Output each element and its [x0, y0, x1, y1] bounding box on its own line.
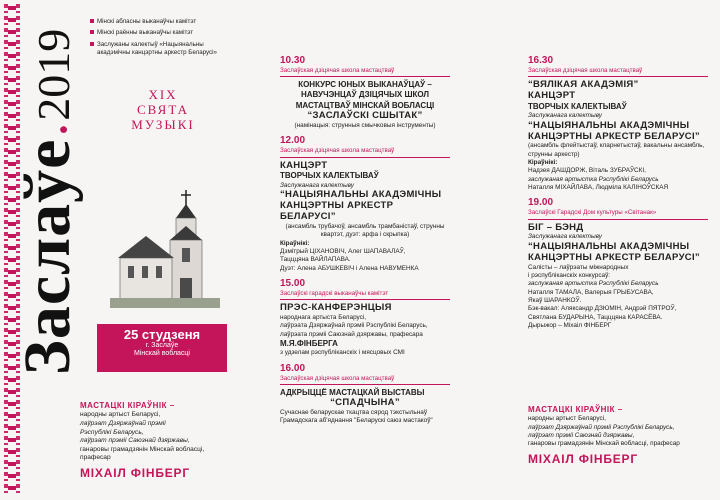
title-year: 2019	[28, 28, 79, 121]
event-venue: Заслаўскі Гарадскі Дом культуры «Світанак»	[528, 209, 708, 219]
date-box: 25 студзеня г. Заслаўе Мінскай вобласці	[97, 324, 227, 372]
event-time: 19.00	[528, 197, 554, 209]
bullet-square-icon	[90, 42, 94, 46]
event-time: 16.30	[528, 55, 554, 66]
director-name: МІХАІЛ ФІНБЕРГ	[528, 451, 638, 466]
director-name: МІХАІЛ ФІНБЕРГ	[80, 465, 190, 480]
title-word: Заслаўе	[11, 138, 84, 375]
director-block-right: МАСТАЦКІ КІРАЎНІК – народны артыст Беларусі, лаўрэат Дзяржаўнай прэміі Рэспублікі Беларусь, лаўрэат прэміі Саюзнай дзяржавы, ганаровы грамадзянін Мінскай вобласці, прафесар МІХАІЛ ФІНБЕРГ	[528, 405, 708, 467]
legend-item: Мінскі раённы выканаўчы камітэт	[90, 29, 220, 37]
event-venue: Заслаўская дзіцячая школа мастацтваў	[528, 67, 708, 77]
vertical-title	[10, 29, 86, 375]
event-time: 10.30	[280, 55, 306, 66]
legend-item: Заслужаны калектыў «Нацыянальны акадэмічны канцэртны аркестр Беларусі»	[90, 41, 220, 58]
bullet-square-icon	[90, 30, 94, 34]
event-venue: Заслаўская дзіцячая школа мастацтваў	[280, 375, 450, 385]
festival-title: XIX СВЯТА МУЗЫКІ	[131, 87, 195, 132]
event-time: 16.00	[280, 362, 306, 374]
event-date: 25 студзеня	[123, 327, 201, 342]
legend-item: Мінскі абласны выканаўчы камітэт	[90, 18, 220, 26]
director-block-left: МАСТАЦКІ КІРАЎНІК – народны артыст Беларусі, лаўрэат Дзяржаўнай прэміі Рэспублікі Беларусь, лаўрэат прэміі Саюзнай дзяржавы, ганаровы грамадзянін Мінскай вобласці, прафесар МІХАІЛ ФІНБЕРГ	[80, 401, 260, 481]
event-venue: Заслаўскі гарадскі выканаўчы камітэт	[280, 290, 450, 300]
schedule-column-right: 16.30 Заслаўская дзіцячая школа мастацтваў “ВЯЛІКАЯ АКАДЭМІЯ” КАНЦЭРТ ТВОРЧЫХ КАЛЕКТЫВАЎ Заслужанага калектыву “НАЦЫЯНАЛЬНЫ АКАДЭМІЧНЫ КАНЦЭРТНЫ АРКЕСТР БЕЛАРУСІ” (ансамбль флейтыстаў, кларнетыстаў, вакальны ансамбль, струнны аркестр) Кіраўнікі: Надзея ДАШДОРЖ, Віталь ЗУБРАЎСКІ, заслужаная артыстка Рэспублікі Беларусь Наталля МІХАЙЛАВА, Людміла КАЛІНОЎСКАЯ 19.00 Заслаўскі Гарадскі Дом культуры «Світанак» БІГ – БЭНД Заслужанага калектыву “НАЦЫЯНАЛЬНЫ АКАДЭМІЧНЫ КАНЦЭРТНЫ АРКЕСТР БЕЛАРУСІ” Салісты – лаўрэаты міжнародных і рэспубліканскіх конкурсаў: заслужаная артыстка Рэспублікі Беларусь Наталля ТАМАЛА, Валерыя ГРЫБУСАВА, Якаў ШАРАНКОЎ. Бэк-вакал: Аляксандр ДЗЮМІН, Андрэй ПЯТРОЎ, Святлана БУДАРЫНА, Тацццяна КАРАСЁВА. Дырыжор – Міхаіл ФІНБЕРГ	[528, 50, 708, 330]
event-time: 15.00	[280, 277, 306, 289]
organizers-legend	[90, 18, 220, 60]
event-time: 12.00	[280, 135, 306, 147]
title-dot: •	[49, 124, 81, 135]
event-venue: Заслаўская дзіцячая школа мастацтваў	[280, 147, 450, 157]
church-image	[110, 188, 220, 308]
bullet-square-icon	[90, 19, 94, 23]
event-venue: Заслаўская дзіцячая школа мастацтваў	[280, 67, 450, 77]
schedule-column-middle: 10.30 Заслаўская дзіцячая школа мастацтваў КОНКУРС ЮНЫХ ВЫКАНАЎЦАЎ – НАВУЧЭНЦАЎ ДЗІЦЯЧЫХ ШКОЛ МАСТАЦТВАЎ МІНСКАЙ ВОБЛАСЦІ “ЗАСЛАЎСКІ СШЫТАК” (намінацыя: струнныя смычковыя інструменты) 12.00 Заслаўская дзіцячая школа мастацтваў КАНЦЭРТ ТВОРЧЫХ КАЛЕКТЫВАЎ Заслужанага калектыву “НАЦЫЯНАЛЬНЫ АКАДЭМІЧНЫ КАНЦЭРТНЫ АРКЕСТР БЕЛАРУСІ” (ансамбль трубачоў, ансамбль трамбаністаў, струнны квартэт, дуэт: арфа і скрыпка) Кіраўнікі: Дзмітрый ЦІХАНОВІЧ, Алег ШАПАВАЛАЎ, Тацццяна ВАЙЛАПАВА. Дуэт: Алена АБУШКЕВІЧ і Алена НАВУМЕНКА 15.00 Заслаўскі гарадскі выканаўчы камітэт ПРЭС-КАНФЕРЭНЦЫЯ народнага артыста Беларусі, лаўрэата Дзяржаўнай прэміі Рэспублікі Беларусь, лаўрэата прэміі Саюзнай дзяржавы, прафесара М.Я.ФІНБЕРГА з удзелам рэспубліканскіх і мясцовых СМІ 16.00 Заслаўская дзіцячая школа мастацтваў АДКРЫЦЦЁ МАСТАЦКАЙ ВЫСТАВЫ “СПАДЧЫНА” Сучаснае беларускае ткацтва сярод тэкстыльнаў Грамадскага аб'яднання "Беларускі саюз мастакоў"	[280, 50, 450, 426]
